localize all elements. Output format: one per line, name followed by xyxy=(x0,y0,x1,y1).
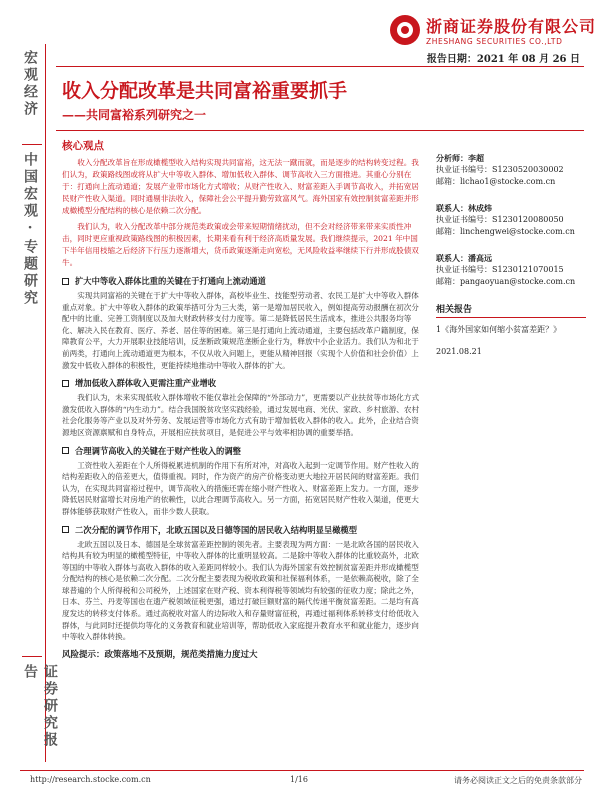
checkbox-square-icon xyxy=(62,278,69,285)
summary-heading: 核心观点 xyxy=(62,140,104,152)
section-heading xyxy=(62,275,422,287)
section-heading-text: 二次分配的调节作用下，北欧五国以及日德等国的居民收入结构明显呈橄榄型 xyxy=(75,524,358,535)
section-heading xyxy=(62,524,422,536)
analyst-name: 分析师：李超 xyxy=(436,153,484,163)
company-name-cn: 浙商证券股份有限公司 xyxy=(426,17,597,36)
title-divider xyxy=(56,130,584,131)
section-body: 我们认为，未来实现低收入群体增收不能仅靠社会保障的“外部动力”，更需要以产业扶贫等市场化方式激发低收入群体的“内生动力”。结合我国脱贫攻坚实践经验，通过发展电商、光伏、家政、乡村旅游、农村社会化服务等产业以及对外劳务、发展运营等市场化方式有助于增加低收入群体的收入。此外，企业结合资源地区资源禀赋和自身特点，开展相应扶贫项目，是促进公平与效率相协调的重要举措。 xyxy=(62,393,420,437)
page-title: 收入分配改革是共同富裕重要抓手 xyxy=(62,80,348,102)
related-report-date: 2021.08.21 xyxy=(436,347,482,356)
section-heading-text: 增加低收入群体收入更需注重产业增收 xyxy=(75,378,217,389)
sidebar-report-type: 中国宏观·专题研究 xyxy=(22,152,38,307)
analyst-cert: 执业证书编号：S1230520030002 xyxy=(436,165,564,174)
footer-divider xyxy=(20,770,584,771)
sidebar-divider xyxy=(22,656,42,657)
right-sidebar xyxy=(436,152,586,358)
main-content xyxy=(62,138,422,660)
section-heading-text: 合理调节高收入的关键在于财产性收入的调整 xyxy=(75,445,241,456)
footer-url[interactable]: http://research.stocke.com.cn xyxy=(30,775,151,784)
section-heading-text: 扩大中等收入群体比重的关键在于打通向上流动通道 xyxy=(75,276,266,286)
analyst-name: 联系人：林成炜 xyxy=(436,203,492,213)
checkbox-square-icon xyxy=(62,380,69,387)
company-logo xyxy=(390,14,596,46)
section-body: 实现共同富裕的关键在于扩大中等收入群体，高校毕业生、技能型劳动者、农民工是扩大中等收入群体重点对象。扩大中等收入群体的政策举措可分为三大类，第一是增加居民收入，例如提高劳动报酬在初次分配中的比重、完善工资制度以及加大财政转移支付力度等。第二是降低居民生活成本，推进公共服务均等化、解决入民在教育、医疗、养老、居住等的困难。第三是打通向上流动通道，主要包括改革户籍制度，保障教育公平，大力开展职业技能培训，反垄断政策规范垄断企业行为，释放中小企业活力。我们认为和北于前两类，打通向上流动通道更为根本，不仅从收入问题上，更能从精神回报（实现个人价值和社会价值）上激发中低收入群体的积极性，更能持续地推动中等收入群体的扩大。 xyxy=(62,291,419,370)
risk-warning: 风险提示：政策落地不及预期，规范类措施力度过大 xyxy=(62,649,258,660)
analyst-email[interactable]: 邮箱：pangaoyuan@stocke.com.cn xyxy=(436,277,576,286)
analyst-email[interactable]: 邮箱：lichao1@stocke.com.cn xyxy=(436,177,556,186)
analyst-card xyxy=(436,152,586,188)
summary-paragraph: 我们认为，收入分配改革中部分规范类政策或会带来短期情绪扰动，但不会对经济带来带来实质性冲击，同时更应重视政策路线图的积极因素，长期来看有利于经济高质量发展。我们继续提示，2021 年中国下半年信用枝缩之后经济下行压力逐渐增大，货币政策逐渐走向宽松，无风险收益率继续下行并形成股债双牛。 xyxy=(62,222,419,267)
section-body: 北欧五国以及日本、德国是全球贫富差距控制的领先者。主要表现为两方面：一是北欧各国的居民收入结构具有较为明显的橄榄型特征，中等收入群体的比重明显较高。二是除中等收入群体的比重较高外，北欧等国的中等收入群体与高收入群体的收入差距同样较小。我们认为海外国家有效控制贫富差距并形成橄榄型分配结构的核心是依赖二次分配。二次分配主要表现为税收政策和社保福利体系，一是依赖高税收，除了全球普遍的个人所得税和公司税外，上述国家在财产税、资本利得税等领域均有较强的征收力度；除此之外，日本、芬兰、丹麦等国也在遗产税领域征税更强，通过打破巨额财富的隔代传递平衡贫富差距。二是均有高度发达的转移支付体系。通过高税收对富人的边际收入和存量财富征税，再通过福利体系转移支付给低收入群体，与此同时还提供均等化的义务教育和就业培训等，帮助低收入家庭提升教育水平和就业能力，逐步向中等收入群体转换。 xyxy=(62,539,419,642)
summary-paragraph: 收入分配改革旨在形成橄榄型收入结构实现共同富裕，这无法一蹴而就，而是逐步的结构转变过程。我们认为，政策路线图或将从扩大中等收入群体、增加低收入群体、调节高收入三方面推进。其重心分别在于：打通向上流动通道；发展产业带市场化方式增收；从财产性收入、财富差距入手调节高收入，并拓宽居民财产性收入渠道。同时通剔非法收入，保障社会公平提升勤劳致富风气。海外国家有效控制贫富差距并形成橄榄型分配结构的核心是依赖二次分配。 xyxy=(62,158,419,215)
section-heading xyxy=(62,377,422,389)
section-heading xyxy=(62,445,422,457)
related-report-link[interactable]: 1《海外国家如何缩小贫富差距？》 xyxy=(436,325,562,334)
company-name-en: ZHESHANG SECURITIES CO.,LTD xyxy=(426,37,563,46)
checkbox-square-icon xyxy=(62,526,69,533)
page-number: 1/16 xyxy=(290,775,308,784)
analyst-email[interactable]: 邮箱：linchengwei@stocke.com.cn xyxy=(436,227,575,236)
top-divider xyxy=(56,66,584,67)
report-date: 报告日期：2021 年 08 月 26 日 xyxy=(426,54,580,65)
analyst-name: 联系人：潘高远 xyxy=(436,253,492,263)
section-body: 工资性收入差距在个人所得税累进机制的作用下有所对冲，对高收入起到一定调节作用。财产性收入的结构差距收入的倍差更大，值得重视。同时，作为资产的房产价格变动更大地拉开居民间的财富差距。我们认为，在实现共同富裕过程中，调节高收入的措施还需在缩小财产性收入、财富差距上发力。一方面，逐步降低居民财富增长对房地产的依赖性，以此合理调节高收入。另一方面，拓宽居民财产性收入渠道，使更大群体能够获取财产性收入，而非少数人获取。 xyxy=(62,460,419,516)
sidebar-category: 宏观经济 xyxy=(22,50,38,118)
left-sidebar xyxy=(18,44,58,762)
footer-disclaimer: 请务必阅读正文之后的免责条款部分 xyxy=(454,776,582,785)
logo-mark-icon xyxy=(390,15,420,45)
sidebar-divider xyxy=(22,144,42,145)
analyst-cert: 执业证书编号：S1230121070015 xyxy=(436,265,564,274)
analyst-cert: 执业证书编号：S1230120080050 xyxy=(436,215,564,224)
page-subtitle: ——共同富裕系列研究之一 xyxy=(62,108,207,122)
checkbox-square-icon xyxy=(62,447,69,454)
analyst-card xyxy=(436,202,586,238)
analyst-card xyxy=(436,252,586,288)
related-reports-heading: 相关报告 xyxy=(436,302,586,318)
summary-block xyxy=(62,138,422,269)
sidebar-report-label: 证券研究报告 xyxy=(22,664,58,749)
